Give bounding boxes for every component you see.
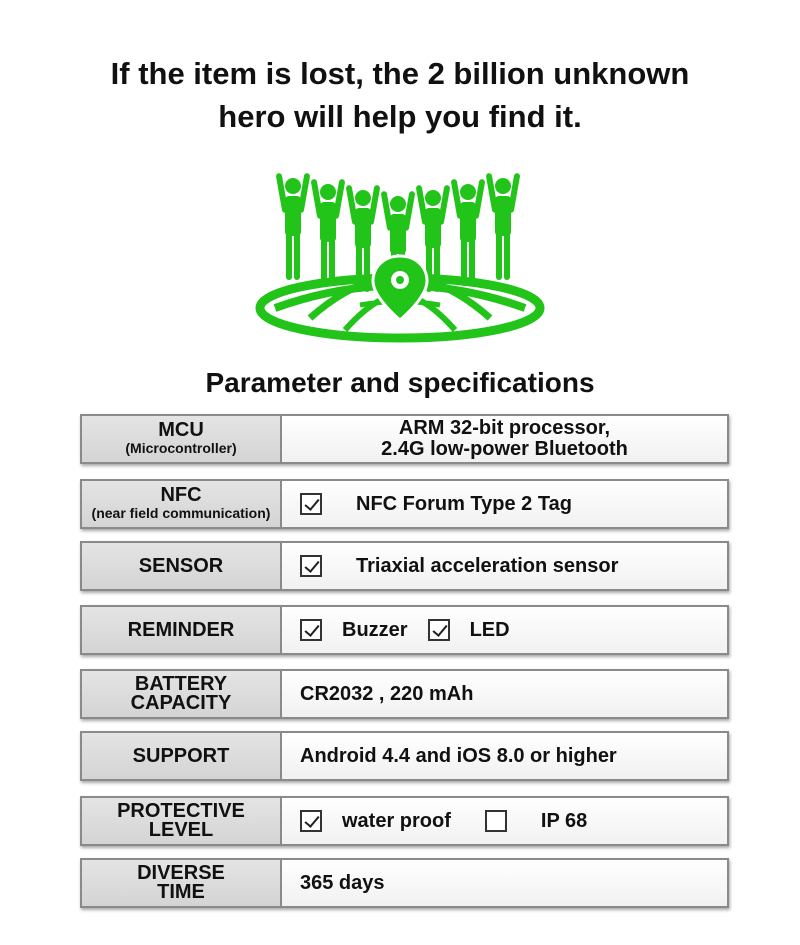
checkbox-checked-icon	[300, 493, 322, 515]
spec-value	[282, 607, 727, 653]
spec-value	[282, 798, 727, 844]
spec-label-line-2: TIME	[157, 881, 205, 903]
option-water-proof: water proof	[342, 809, 451, 832]
checkbox-checked-icon	[428, 619, 450, 641]
headline-line-2: hero will help you find it.	[218, 99, 582, 134]
spec-label-line-1: DIVERSE	[137, 862, 225, 884]
checkbox-checked-icon	[300, 555, 322, 577]
spec-value-line-1: ARM 32-bit processor,	[398, 417, 611, 439]
spec-label	[82, 416, 282, 462]
spec-label	[82, 798, 282, 844]
specs-title: Parameter and specifications	[205, 367, 595, 398]
spec-label	[82, 607, 282, 653]
spec-value-text: NFC Forum Type 2 Tag	[356, 492, 572, 515]
spec-value	[282, 733, 727, 779]
checkbox-checked-icon	[300, 810, 322, 832]
spec-label-text: SENSOR	[138, 554, 224, 577]
spec-row-nfc	[80, 479, 729, 529]
spec-value	[282, 543, 727, 589]
spec-row-protective-level	[80, 796, 729, 846]
spec-value	[282, 671, 727, 717]
spec-value	[282, 416, 727, 462]
option-buzzer: Buzzer	[342, 618, 408, 641]
spec-label-text: NFC	[160, 484, 202, 506]
checkbox-checked-icon	[300, 619, 322, 641]
spec-label-text: MCU	[158, 419, 204, 441]
spec-sublabel: (Microcontroller)	[125, 440, 237, 456]
headline	[0, 52, 800, 138]
spec-label-text: SUPPORT	[132, 744, 230, 767]
spec-value-text: Triaxial acceleration sensor	[356, 554, 619, 577]
spec-label-line-2: LEVEL	[148, 819, 214, 841]
spec-row-support	[80, 731, 729, 781]
spec-label	[82, 733, 282, 779]
headline-line-1: If the item is lost, the 2 billion unknown	[110, 56, 690, 91]
spec-label	[82, 543, 282, 589]
spec-label-line-1: PROTECTIVE	[117, 800, 245, 822]
spec-label-line-1: BATTERY	[134, 673, 228, 695]
spec-value-text: 365 days	[300, 871, 385, 894]
spec-value-line-2: 2.4G low-power Bluetooth	[381, 438, 628, 460]
checkbox-unchecked-icon	[485, 810, 507, 832]
spec-row-battery	[80, 669, 729, 719]
spec-label-line-2: CAPACITY	[130, 692, 232, 714]
spec-row-diverse-time	[80, 858, 729, 908]
spec-label	[82, 671, 282, 717]
spec-value	[282, 860, 727, 906]
spec-label-text: REMINDER	[127, 618, 235, 641]
spec-value-text: CR2032 , 220 mAh	[300, 682, 474, 705]
spec-row-sensor	[80, 541, 729, 591]
spec-sublabel: (near field communication)	[91, 505, 271, 521]
spec-row-mcu	[80, 414, 729, 464]
option-led: LED	[469, 618, 510, 641]
spec-value	[282, 481, 727, 527]
spec-label	[82, 860, 282, 906]
option-ip68: IP 68	[540, 809, 588, 832]
spec-label	[82, 481, 282, 527]
spec-value-text: Android 4.4 and iOS 8.0 or higher	[300, 744, 617, 767]
people-holding-hands-globe-location-pin-icon	[255, 168, 545, 343]
spec-row-reminder	[80, 605, 729, 655]
